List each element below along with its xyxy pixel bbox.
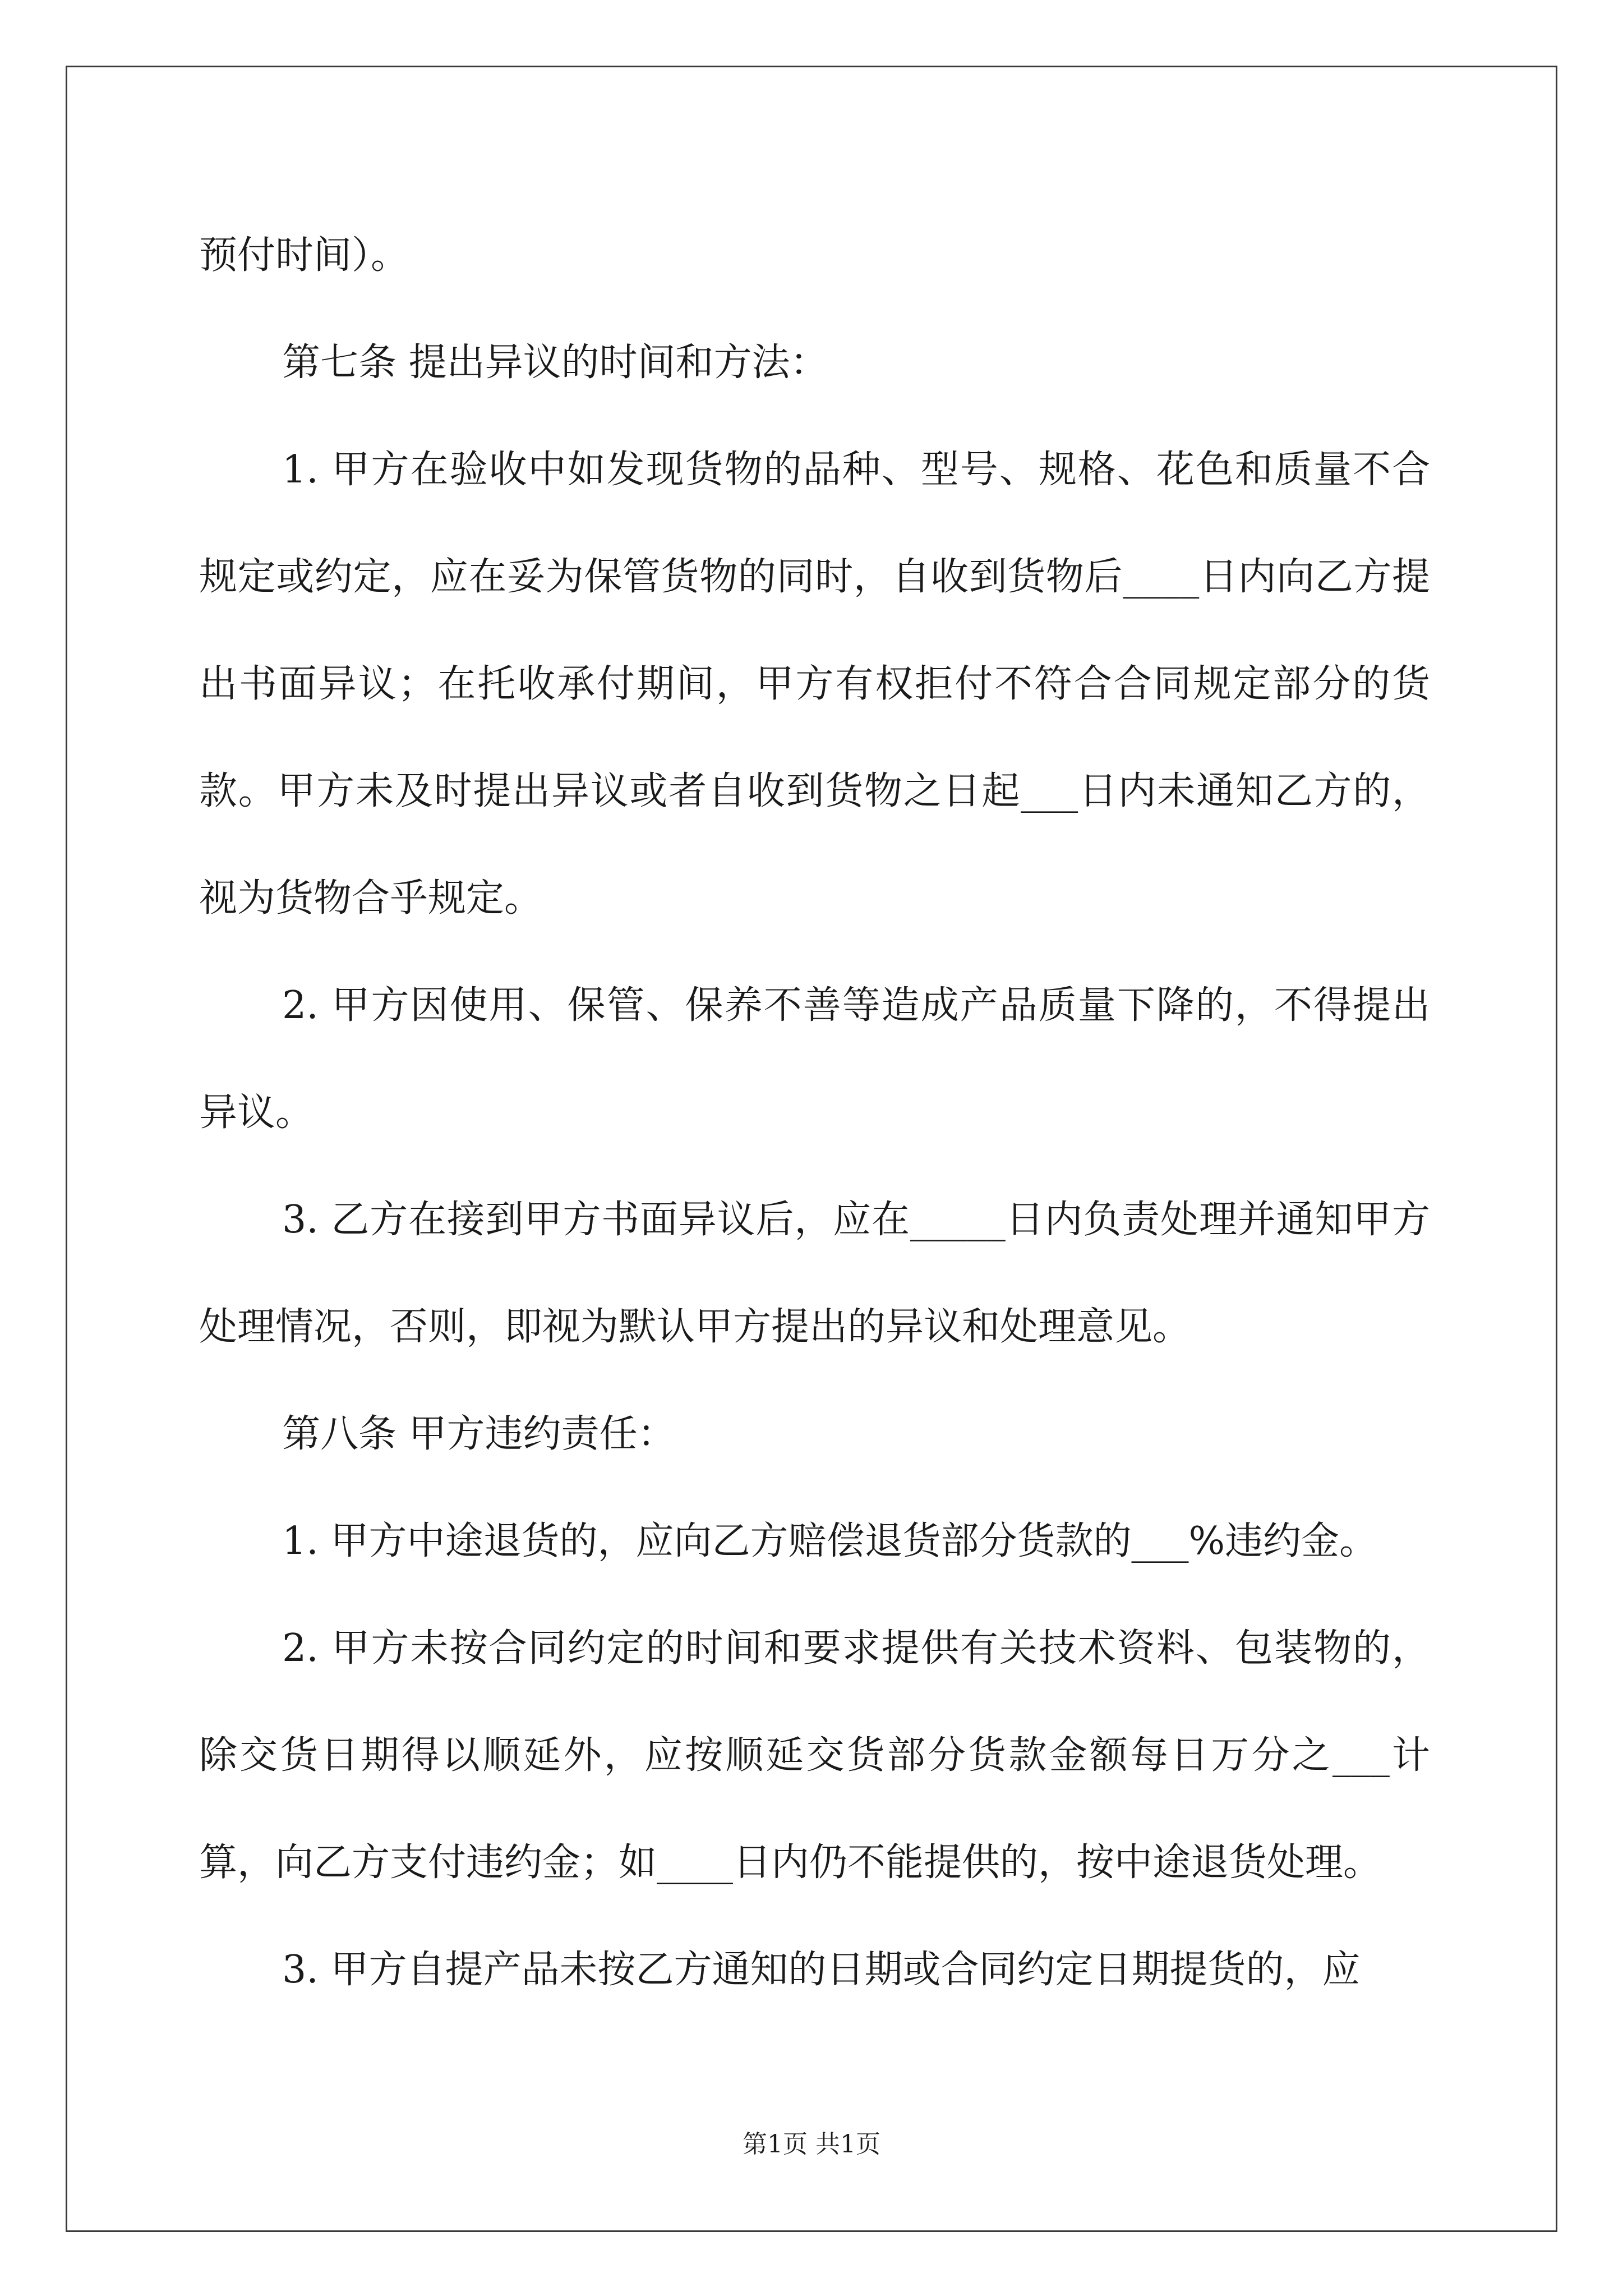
article-8-clause-1: 1. 甲方中途退货的，应向乙方赔偿退货部分货款的___%违约金。 [282,1519,1378,1563]
page-footer: 第1页 共1页 [743,2130,880,2159]
document-body [199,202,1430,2023]
article-7-clause-3: 3. 乙方在接到甲方书面异议后，应在_____日内负责处理并通知甲方处理情况，否则，即视为默认甲方提出的异议和处理意见。 [199,1198,1430,1349]
article-8-clause-3: 3. 甲方自提产品未按乙方通知的日期或合同约定日期提货的，应 [282,1948,1361,1992]
article-7-clause-2: 2. 甲方因使用、保管、保养不善等造成产品质量下降的，不得提出异议。 [199,983,1430,1135]
article-7-heading: 第七条 提出异议的时间和方法： [282,341,828,385]
article-8-clause-2: 2. 甲方未按合同约定的时间和要求提供有关技术资料、包装物的，除交货日期得以顺延外，应按顺延交货部分货款金额每日万分之___计算，向乙方支付违约金；如____日内仍不能提供的，按中途退货处理。 [199,1626,1430,1885]
paragraph-continuation: 预付时间）。 [199,233,409,278]
article-7-clause-1: 1. 甲方在验收中如发现货物的品种、型号、规格、花色和质量不合规定或约定，应在妥为保管货物的同时，自收到货物后____日内向乙方提出书面异议；在托收承付期间，甲方有权拒付不符合合同规定部分的货款。甲方未及时提出异议或者自收到货物之日起___日内未通知乙方的，视为货物合乎规定。 [199,448,1430,921]
article-8-heading: 第八条 甲方违约责任： [282,1412,676,1456]
